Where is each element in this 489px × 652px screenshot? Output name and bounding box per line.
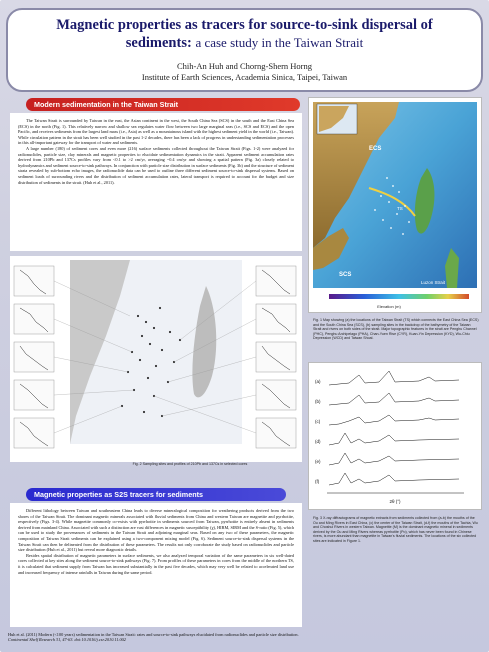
xrd-label-d: (d) [315, 439, 321, 444]
title-line-1: Magnetic properties as tracers for source-to-sink dispersal of [56, 17, 433, 33]
figure-1-map [308, 97, 482, 313]
section-heading-magnetic-properties: Magnetic properties as S2S tracers for sediments [26, 488, 286, 501]
section2-text [10, 503, 302, 627]
affiliation: Institute of Earth Sciences, Academia Sinica, Taipei, Taiwan [141, 72, 348, 82]
section2-paragraph-2: Besides spatial distribution of magnetic parameters in surface sediments, we also analyzed temporal variation of the same parameters in six well-dated cores collected at key sites along the sediment source-to-sink pathways (Fig. 7). From profiles of these parameters in cores from the middle of the northern TS, it is calculated that sediment supply from Taiwan has increased substantially in the past five decades, which may very well be related to accelerated land use and increased frequency of intense rainfalls in Taiwan during the same period. [18, 552, 294, 575]
title-line-2-bold: sediments: [125, 35, 192, 51]
xrd-label-a: (a) [315, 379, 321, 384]
author-block [8, 61, 481, 83]
figure-2-caption: Fig. 2 Sampling sites and profiles of 210Pb and 137Cs in selected cores [132, 462, 248, 466]
xrd-label-f: (f) [315, 479, 320, 484]
reference-journal: Continental Shelf Research 31, 47-63. doi:10.1016/j.csr.2010.11.002 [8, 637, 126, 643]
reference-text: Huh et al. (2011) Modern (<100 years) sedimentation in the Taiwan Strait: rates and source-to-sink pathways elucidated from radionuclides and particle size distribution. [8, 632, 299, 637]
xrd-xlabel: 2θ (°) [389, 499, 401, 504]
reference [8, 632, 478, 643]
title-banner [6, 8, 483, 92]
figure-2-sampling-sites [10, 256, 302, 462]
section1-paragraph-2: A large number (180) of sediment cores and even more (216) surface sediments collected throughout the Taiwan Strait (Figs. 1-2) were analyzed for radionuclides, particle size, clay minerals and magnetic properties to elucidate sedimentation dynamics in the strait. Apparent sediment accumulation rates derived from 210Pb and 137Cs profiles vary from <0.1 to >2 cm/yr, averaging ~0.4 cm/yr and showing a spatial pattern (Fig. 3a) closely related to hydrodynamics and sediment source-to-sink pathways. In conjunction with particle size distribution in surface sediments (Fig. 3b) and the structure of sediment strata revealed by sub-bottom echo images, the radionuclide data can be used to outline three different sediment source-to-sink dispersal systems. Based on sediment loads of surrounding rivers and the distribution of sediment accumulation rates, lateral transport is required to account for the budget and size distribution of sediments in the strait. (Huh et al., 2011). [18, 145, 294, 185]
map-label-ecs: ECS [369, 146, 382, 152]
section-heading-modern-sedimentation: Modern sedimentation in the Taiwan Strait [26, 98, 300, 111]
title-line-2-rest: a case study in the Taiwan Strait [195, 35, 364, 50]
figure-3-xrd [308, 362, 482, 510]
map-label-scs: SCS [339, 272, 352, 278]
map-label-ts: TS [397, 206, 403, 211]
section2-paragraph-1: Different lithology between Taiwan and southeastern China leads to diverse mineralogical composition for weathering products derived from the two shores of the Taiwan Strait. The dominant magnetic minerals associated with fluvial sediments from China and western Taiwan are magnetite and pyrrhotite, respectively (Figs. 3-4). While magnetite commonly co-exists with pyrrhotite in sediments sourced from Taiwan, pyrrhotite is entirely absent in sediments derived from mainland China. Associated with such a distinction are vast differences in magnetic susceptibility (χ), HIRM, SIRM and the S-ratio (Fig. 5), which can be used to study the provenances of sediments in the Taiwan Strait and adjoining marginal seas. Based on any two of these parameters, the magnetic composition of Taiwan Strait sediments can be explained using a two-component mixing model (Fig. 6). Sediment source-to-sink dispersal systems in the Taiwan Strait can then be delineated from the distribution of these parameters. The results not only corroborate the study based on radionuclides and particle size distribution (Huh et al., 2011) but reveal more diagnostic details. [18, 508, 294, 553]
xrd-chart [309, 363, 481, 509]
map-label-luzon: Luzon Strait [421, 280, 446, 285]
xrd-label-e: (e) [315, 459, 321, 464]
xrd-label-b: (b) [315, 399, 321, 404]
xrd-label-c: (c) [315, 419, 321, 424]
map-elevation-label: Elevation (m) [377, 304, 401, 309]
section1-text [10, 113, 302, 251]
figure-2-image [10, 256, 302, 456]
poster-title [8, 17, 481, 52]
figure-3-caption: Fig. 3 X-ray diffractograms of magnetic extracts from sediments collected from (a-b) the mouths of the Ou and Ming Rivers in East China, (c) the center of the Taiwan Strait, (d-f) the mouths of the Tachia, Wu and Choshui Rivers in western Taiwan. Magnetite (M) is the dominant magnetic mineral in sediments derived by the Ou and Ming Rivers whereas pyrrhotite (Po), which has never been found in Chinese rivers, is more abundant than magnetite in Taiwan's fluvial sediments. The locations of the six collected sites are indicated in Figure 1. [313, 516, 478, 543]
map-image [309, 98, 481, 312]
authors: Chih-An Huh and Chorng-Shern Horng [176, 61, 313, 71]
figure-1-caption: Fig. 1 Map showing (a) the locations of the Taiwan Strait (TS) which connects the East China Sea (ECS) and the South China Sea (SCS), (b) sampling sites in the backdrop of the bathymetry of the Taiwan Strait and rivers on both sides of the strait. Major topographic features in the strait are Penghu Channel (PHC), Penghu Archipelago (PHA), Chan-Yuen Rise (CYR), Kuan-Yin Depression (KYD), Wu-Chiu Depression (WCD) and Taiwan Shoal. [313, 318, 479, 341]
section1-paragraph-1: The Taiwan Strait is surrounded by Taiwan in the east, the Asian continent in the west, the South China Sea (SCS) in the south and the East China Sea (ECS) in the north (Fig. 1). This relatively narrow and shallow sea regulates water flow between two large marginal seas (i.e., SCS and ECS) and the open Pacific, and receives sediments from the largest land mass (i.e., Asia) as well as a mountainous island with the highest sediment yield in the world (i.e., Taiwan). While circulation pattern in the strait has been well studied in the past 1-2 decades, there has been a lack of progress in understanding sedimentation processes in this all-important gateway for the transport of water and sediments. [18, 118, 294, 146]
